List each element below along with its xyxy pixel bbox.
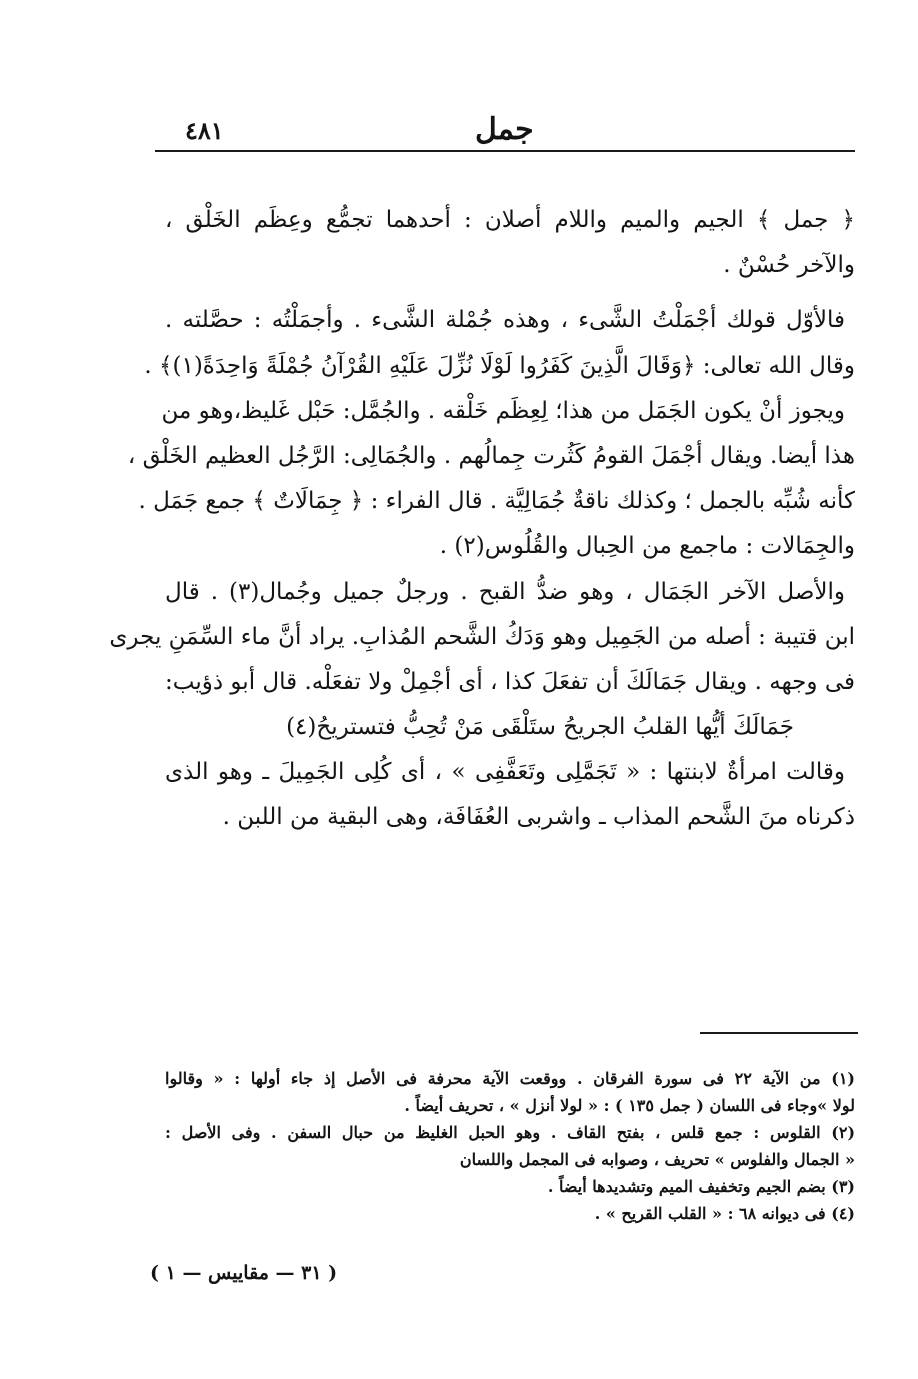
- body-line: كأنه شُبِّه بالجمل ؛ وكذلك ناقةٌ جُمَالِيَّة . قال الفراء : ﴿ جِمَالَاتٌ ﴾ جمع جَمَل .: [138, 488, 855, 515]
- body-line: ﴿ جمل ﴾ الجيم والميم واللام أصلان : أحدهما تجمُّع وعِظَم الخَلْق ،: [165, 207, 855, 233]
- paragraph-gap: [165, 288, 855, 298]
- footnote-rule: [700, 1032, 858, 1034]
- body-line: فالأوّل قولك أجْمَلْتُ الشَّىء ، وهذه جُمْلة الشَّىء . وأجمَلْتُه : حصَّلته .: [165, 307, 845, 334]
- body-line: والأصل الآخر الجَمَال ، وهو ضدُّ القبح . ورجلٌ جميل وجُمال(٣) . قال: [165, 578, 845, 605]
- body-line: ويجوز أنْ يكون الجَمَل من هذا؛ لِعِظَم خَلْقه . والجُمَّل: حَبْل غَليظ،وهو من: [161, 397, 845, 424]
- body-line: وقال الله تعالى: ﴿وَقَالَ الَّذِينَ كَفَرُوا لَوْلَا نُزِّلَ عَلَيْهِ القُرْآنُ جُمْلَةً وَاحِدَةً(١)﴾ .: [144, 352, 855, 379]
- page-header: [155, 112, 855, 152]
- body-line: فى وجهه . ويقال جَمَالَكَ أن تفعَلَ كذا ، أى أجْمِلْ ولا تفعَلْه. قال أبو ذؤيب:: [165, 668, 855, 695]
- footnotes: [165, 1065, 855, 1227]
- running-head: جمل: [475, 112, 534, 147]
- body-text: [109, 198, 855, 841]
- body-line: وقالت امرأةٌ لابنتها : « تَجَمَّلِى وتَعَفَّفِى » ، أى كُلِى الجَمِيلَ ـ وهو الذى: [165, 759, 845, 786]
- signature-mark: ( ٣١ — مقاييس — ١ ): [150, 1262, 338, 1284]
- footnote-line: (٤) فى ديوانه ٦٨ : « القلب القريح » .: [594, 1204, 855, 1223]
- body-line: ابن قتيبة : أصله من الجَمِيل وهو وَدَكُ الشَّحم المُذابِ. يراد أنَّ ماء السِّمَنِ يجرى: [109, 623, 855, 650]
- body-line: ذكرناه منَ الشَّحم المذاب ـ واشربى العُفَافَة، وهى البقية من اللبن .: [222, 804, 855, 831]
- body-line: هذا أيضا. ويقال أجْمَلَ القومُ كَثُرت جِمالُهم . والجُمَالِى: الرَّجُل العظيم الخَلْق ،: [127, 442, 855, 469]
- header-rule: [155, 150, 855, 152]
- page-number: ٤٨١: [185, 116, 224, 145]
- body-line: والآخر حُسْنٌ .: [723, 252, 855, 279]
- footnote-line: لولا »وجاء فى اللسان ( جمل ١٣٥ ) : « لولا أنزل » ، تحريف أيضاً .: [404, 1096, 855, 1115]
- footnote-line: (٣) بضم الجيم وتخفيف الميم وتشديدها أيضاً .: [547, 1177, 855, 1196]
- footnote-line: « الجمال والفلوس » تحريف ، وصوابه فى المجمل واللسان: [459, 1150, 855, 1169]
- verse-line: جَمَالَكَ أيُّها القلبُ الجريحُ ستَلْقَى مَنْ تُحِبُّ فتستريحُ(٤): [286, 714, 794, 741]
- footnote-line: (٢) القلوس : جمع قلس ، بفتح القاف . وهو الحبل الغليظ من حبال السفن . وفى الأصل :: [165, 1123, 856, 1142]
- body-line: والجِمَالات : ماجمع من الحِبال والقُلُوس(٢) .: [439, 533, 855, 560]
- footnote-line: (١) من الآية ٢٢ فى سورة الفرقان . ووقعت الآية محرفة فى الأصل إذ جاء أولها : « وقالوا: [165, 1069, 855, 1088]
